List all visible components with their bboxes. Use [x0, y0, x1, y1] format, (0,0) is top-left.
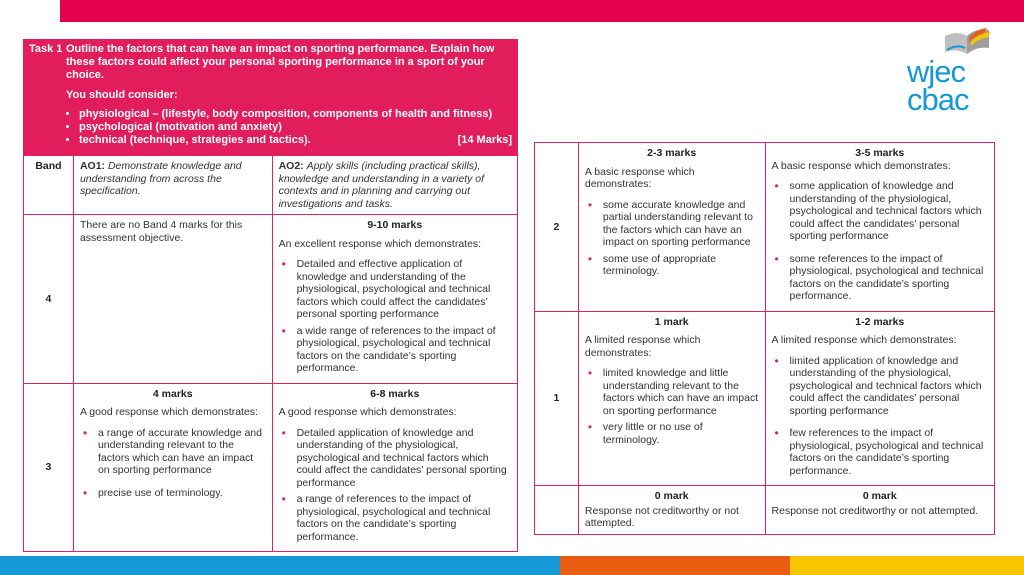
task-box: [23, 39, 518, 156]
top-accent-bar: [60, 0, 1024, 22]
task-line-2: these factors could affect your personal sporting performance in a sport of your: [66, 56, 485, 68]
ao1-text: Demonstrate knowledge and understanding from across the specification.: [79, 160, 242, 197]
ao1-cell: [578, 143, 765, 312]
list-item: • Detailed application of knowledge and understanding of the physiological, psychological and technical factors which could affect the candidates’ personal sporting performance: [297, 427, 511, 490]
list-item: • limited knowledge and little understanding relevant to the factors which can have an impact on sporting performance: [603, 367, 759, 417]
ao1-cell: [578, 311, 765, 486]
ao2-cell: [272, 383, 517, 552]
band-number: 2: [535, 143, 579, 312]
ao2-intro: Response not creditworthy or not attempted.: [771, 504, 979, 517]
task-consider: You should consider:: [66, 89, 178, 101]
task-bullet: • psychological (motivation and anxiety): [79, 121, 512, 134]
ao2-label: AO2:: [278, 160, 304, 172]
band-number: 1: [535, 311, 579, 486]
ao1-intro: Response not creditworthy or not attempted.: [584, 504, 739, 529]
ao2-intro: A basic response which demonstrates:: [771, 159, 951, 172]
bottom-color-bar: [0, 556, 1024, 575]
list-item: • precise use of terminology.: [98, 487, 266, 500]
ao1-points: [585, 367, 759, 446]
band-number: 3: [24, 383, 74, 552]
ao1-points: [80, 427, 266, 500]
list-item: • few references to the impact of physiological, psychological and technical factors on the candidate’s sporting performance.: [790, 427, 988, 477]
left-mark-scheme-table: [23, 155, 518, 552]
ao2-points: [279, 427, 511, 544]
ao2-cell: [765, 486, 994, 535]
ao1-intro: A limited response which demonstrates:: [584, 334, 701, 359]
table-row: [535, 143, 995, 312]
ao2-points: [279, 258, 511, 375]
ao2-text: Apply skills (including practical skills), knowledge and understanding in a variety of contexts and in planning and carrying out investigations and tasks.: [278, 160, 485, 210]
table-row: [535, 311, 995, 486]
task-line-1: Outline the factors that can have an impact on sporting performance. Explain how: [66, 43, 495, 55]
list-item: • a range of accurate knowledge and understanding relevant to the factors which can have an impact on sporting performance: [98, 427, 266, 477]
ao1-header: [73, 156, 272, 215]
ao1-marks-title: 1 mark: [654, 315, 689, 328]
wjec-cbac-logo: [905, 26, 1001, 116]
bottom-bar-blue: [0, 556, 560, 575]
ao1-cell: [578, 486, 765, 535]
ao2-intro: An excellent response which demonstrates:: [278, 237, 482, 250]
task-label: Task 1: [29, 43, 63, 55]
list-item: • some references to the impact of physiological, psychological and technical factors on the candidate’s sporting performance.: [790, 253, 988, 303]
bottom-bar-orange: [560, 556, 790, 575]
ao1-marks-title: 4 marks: [152, 387, 193, 400]
ao1-label: AO1:: [79, 160, 106, 172]
open-book-icon: [939, 26, 995, 56]
task-bullet-text: • technical (technique, strategies and tactics).: [79, 134, 311, 146]
ao2-points: [772, 180, 988, 303]
task-marks: [14 Marks]: [457, 134, 512, 146]
list-item: • limited application of knowledge and understanding of the physiological, psychological and technical factors which could affect the candidates’ personal sporting performance: [790, 355, 988, 418]
ao2-cell: [272, 215, 517, 384]
band-number: 4: [24, 215, 74, 384]
ao1-points: [585, 199, 759, 278]
list-item: • Detailed and effective application of knowledge and understanding of the physiological, psychological and technical factors which could affect the candidates’ personal sporting performance: [297, 258, 511, 321]
list-item: • some accurate knowledge and partial understanding relevant to the factors which can have an impact on sporting performance: [603, 199, 759, 249]
list-item: • very little or no use of terminology.: [603, 421, 759, 446]
ao2-marks-title: 9-10 marks: [367, 219, 423, 231]
logo-text-wjec: wjec: [907, 54, 966, 89]
logo-text-cbac: cbac: [907, 82, 969, 117]
ao1-cell: [73, 383, 272, 552]
band-header: Band: [24, 156, 74, 215]
ao1-intro: A good response which demonstrates:: [79, 406, 258, 418]
ao1-marks-title: 0 mark: [654, 490, 689, 502]
ao2-marks-title: 0 mark: [862, 490, 897, 502]
right-mark-scheme-table: [534, 142, 995, 535]
task-line-3: choice.: [66, 69, 104, 81]
ao2-header: [272, 156, 517, 215]
table-row: [535, 486, 995, 535]
ao2-points: [772, 355, 988, 478]
band-number: [535, 486, 579, 535]
list-item: • some application of knowledge and understanding of the physiological, psychological and technical factors which could affect the candidates’ personal sporting performance: [790, 180, 988, 243]
list-item: • a range of references to the impact of physiological, psychological and technical factors on the candidate’s sporting performance.: [297, 493, 511, 543]
ao2-intro: A limited response which demonstrates:: [771, 334, 957, 346]
ao2-intro: A good response which demonstrates:: [278, 406, 457, 418]
ao1-intro: A basic response which demonstrates:: [584, 165, 695, 190]
list-item: • some use of appropriate terminology.: [603, 253, 759, 278]
ao2-cell: [765, 143, 994, 312]
table-row: [24, 383, 518, 552]
list-item: • a wide range of references to the impact of physiological, psychological and technical factors on the candidate’s sporting performance.: [297, 325, 511, 375]
ao1-intro: There are no Band 4 marks for this assessment objective.: [79, 219, 243, 244]
table-row: [24, 215, 518, 384]
ao2-marks-title: 1-2 marks: [855, 315, 905, 328]
task-bullets: [66, 108, 512, 147]
task-bullet: [79, 134, 512, 147]
task-bullet: • physiological – (lifestyle, body composition, components of health and fitness): [79, 108, 512, 121]
ao2-cell: [765, 311, 994, 486]
ao1-marks-title: 2-3 marks: [647, 147, 697, 159]
ao1-cell: [73, 215, 272, 384]
ao2-marks-title: 6-8 marks: [370, 387, 420, 400]
table-header-row: [24, 156, 518, 215]
bottom-bar-yellow: [790, 556, 1024, 575]
ao2-marks-title: 3-5 marks: [855, 147, 905, 159]
